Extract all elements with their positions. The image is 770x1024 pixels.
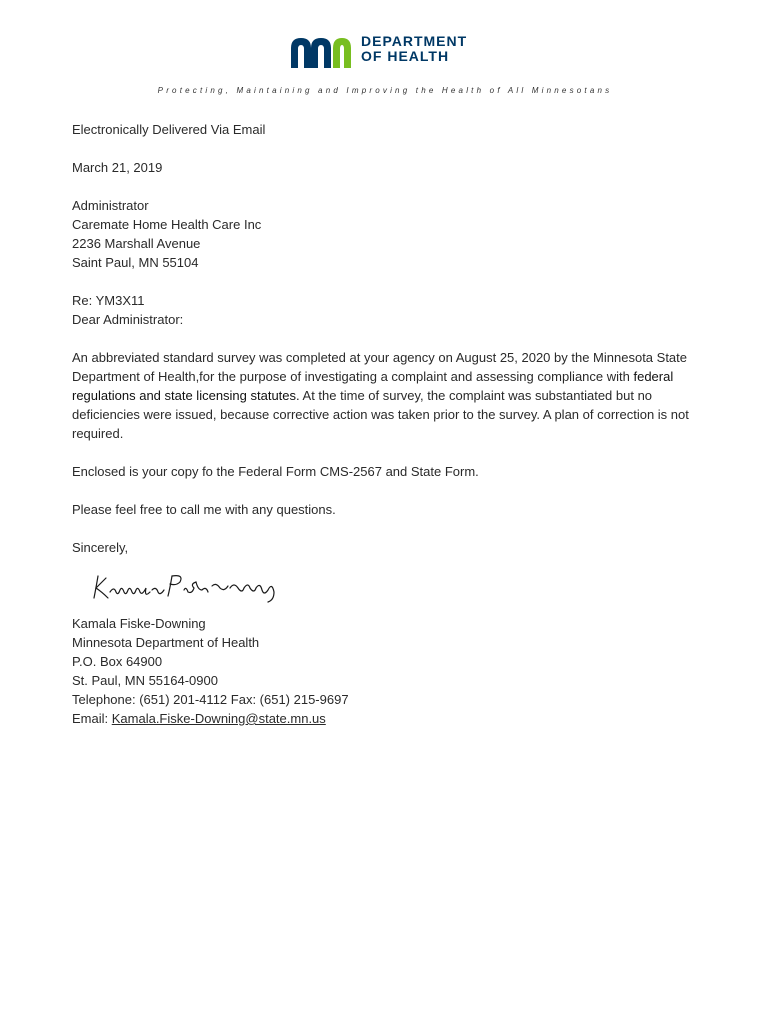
logo-line-1: DEPARTMENT [361, 33, 468, 49]
signer-po-box: P.O. Box 64900 [72, 654, 163, 669]
signer-name: Kamala Fiske-Downing [72, 616, 206, 631]
body-paragraph [72, 348, 702, 443]
signature-icon [88, 564, 288, 608]
signer-email-line [72, 709, 712, 728]
sign-off: Sincerely, [72, 540, 129, 555]
signer-block [72, 614, 712, 728]
email-link[interactable]: Kamala.Fiske-Downing@state.mn.us [111, 711, 326, 726]
recipient-org: Caremate Home Health Care Inc [72, 217, 262, 232]
logo-wordmark [361, 34, 467, 64]
enclosure-note: Enclosed is your copy fo the Federal Form CMS-2567 and State Form. [72, 464, 479, 479]
delivery-note: Electronically Delivered Via Email [72, 122, 266, 137]
reference-block [72, 291, 712, 329]
recipient-street: 2236 Marshall Avenue [72, 236, 201, 251]
logo-line-2: OF HEALTH [361, 48, 450, 64]
body-part-1: An abbreviated standard survey was completed at your agency on August 25, 2020 by the Minnesota State Department of Health,for the purpose of investigating a complaint and assessing compliance with [72, 350, 687, 384]
signer-department: Minnesota Department of Health [72, 635, 260, 650]
closing-note: Please feel free to call me with any questions. [72, 502, 336, 517]
handwritten-signature [88, 564, 288, 608]
salutation: Dear Administrator: [72, 312, 184, 327]
body-emphasis: federal regulations and state licensing statutes. [72, 369, 674, 403]
email-label: Email: [72, 711, 112, 726]
letterhead [0, 30, 770, 74]
letter-date: March 21, 2019 [72, 160, 163, 175]
signer-phone: Telephone: (651) 201-4112 Fax: (651) 215-9697 [72, 692, 349, 707]
tagline: Protecting, Maintaining and Improving the Health of All Minnesotans [157, 86, 613, 95]
recipient-address [72, 196, 712, 272]
mn-logo-icon [289, 34, 353, 70]
letter-body [72, 120, 712, 747]
body-part-2: At the time of survey, the complaint was substantiated but no deficiencies were issued, because corrective action was taken prior to the survey. A plan of correction is not required. [72, 388, 689, 441]
mdh-logo [289, 30, 489, 74]
signer-city: St. Paul, MN 55164-0900 [72, 673, 218, 688]
recipient-title: Administrator [72, 198, 149, 213]
reference-line: Re: YM3X11 [72, 293, 145, 308]
recipient-city: Saint Paul, MN 55104 [72, 255, 199, 270]
